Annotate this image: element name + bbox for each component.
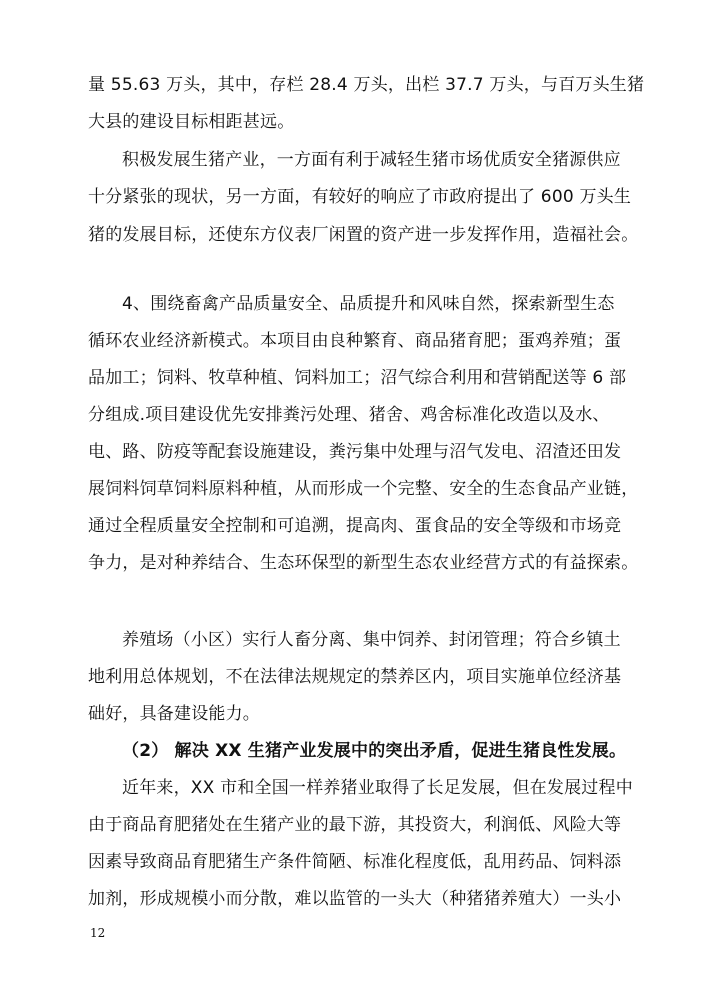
paragraph-4-line-3: 础好，具备建设能力。 [88, 704, 260, 724]
paragraph-3-line-4: 分组成.项目建设优先安排粪污处理、猪舍、鸡舍标准化改造以及水、 [88, 405, 610, 425]
paragraph-3-line-8: 争力，是对种养结合、生态环保型的新型生态农业经营方式的有益探索。 [88, 553, 639, 573]
paragraph-3-line-6: 展饲料饲草饲料原料种植，从而形成一个完整、安全的生态食品产业链， [88, 479, 639, 499]
paragraph-3-line-3: 品加工；饲料、牧草种植、饲料加工；沼气综合利用和营销配送等 6 部 [88, 368, 627, 388]
paragraph-4-line-1: 养殖场（小区）实行人畜分离、集中饲养、封闭管理；符合乡镇土 [122, 630, 621, 650]
paragraph-5-line-4: 加剂，形成规模小而分散，难以监管的一头大（种猪猪养殖大）一头小 [88, 889, 622, 909]
page-number: 12 [90, 926, 106, 940]
paragraph-2-line-2: 十分紧张的现状，另一方面，有较好的响应了市政府提出了 600 万头生 [88, 187, 632, 207]
paragraph-1-line-2: 大县的建设目标相距甚远。 [88, 112, 295, 132]
paragraph-3-line-5: 电、路、防疫等配套设施建设，粪污集中处理与沼气发电、沼渣还田发 [88, 442, 622, 462]
paragraph-2-line-1: 积极发展生猪产业，一方面有利于减轻生猪市场优质安全猪源供应 [122, 150, 621, 170]
paragraph-5-line-2: 由于商品育肥猪处在生猪产业的最下游，其投资大，利润低、风险大等 [88, 815, 622, 835]
paragraph-3-line-1: 4、围绕畜禽产品质量安全、品质提升和风味自然，探索新型生态 [122, 294, 615, 314]
paragraph-5-line-1: 近年来，XX 市和全国一样养猪业取得了长足发展，但在发展过程中 [122, 778, 633, 798]
paragraph-5-line-3: 因素导致商品育肥猪生产条件简陋、标准化程度低，乱用药品、饲料添 [88, 852, 622, 872]
paragraph-3-line-2: 循环农业经济新模式。本项目由良种繁育、商品猪育肥；蛋鸡养殖；蛋 [88, 331, 622, 351]
section-heading: （2） 解决 XX 生猪产业发展中的突出矛盾，促进生猪良性发展。 [122, 741, 627, 761]
paragraph-4-line-2: 地利用总体规划，不在法律法规规定的禁养区内，项目实施单位经济基 [88, 667, 622, 687]
paragraph-1-line-1: 量 55.63 万头，其中，存栏 28.4 万头，出栏 37.7 万头，与百万头生猪 [88, 75, 645, 95]
paragraph-3-line-7: 通过全程质量安全控制和可追溯，提高肉、蛋食品的安全等级和市场竞 [88, 516, 622, 536]
paragraph-2-line-3: 猪的发展目标，还使东方仪表厂闲置的资产进一步发挥作用，造福社会。 [88, 225, 639, 245]
